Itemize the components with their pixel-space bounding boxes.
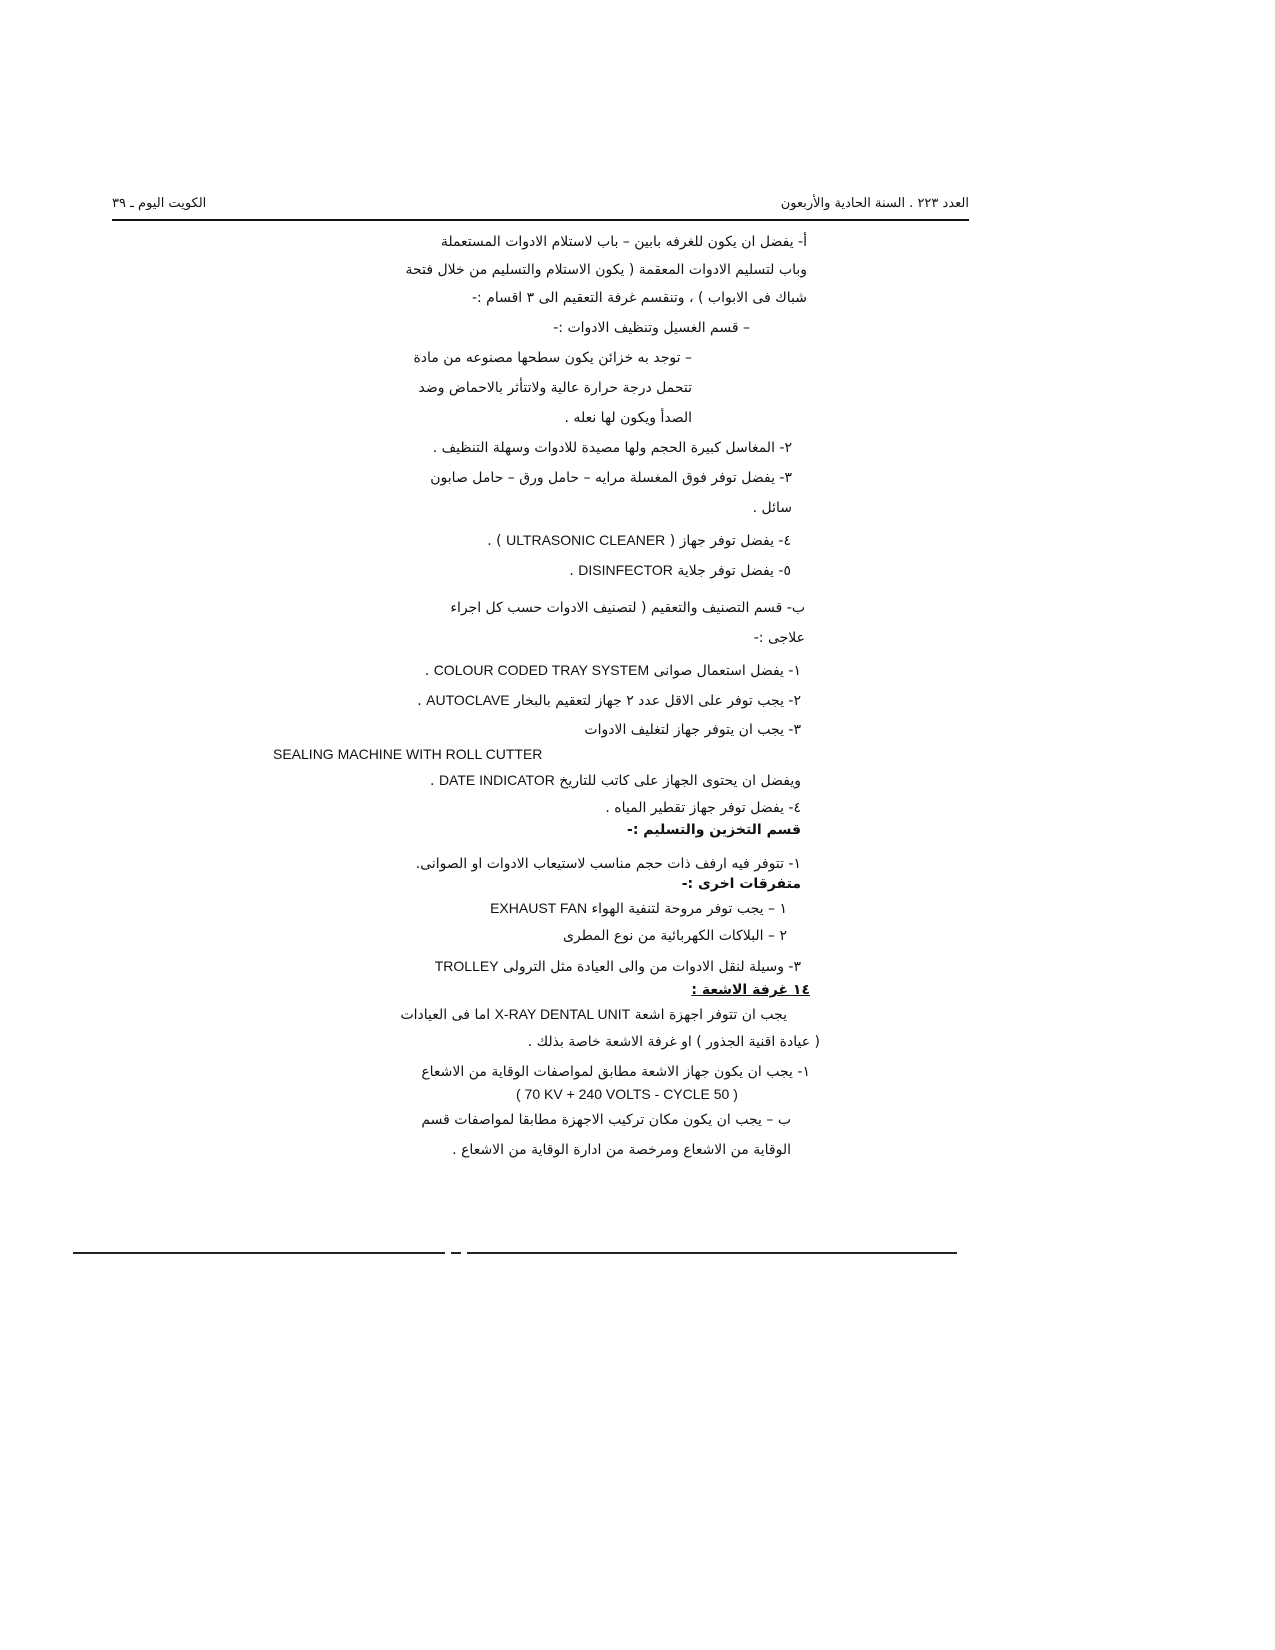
newspaper-title: الكويت اليوم ـ ٣٩: [112, 196, 207, 211]
text-line: علاجى :-: [753, 630, 805, 646]
text-line: – توجد به خزائن يكون سطحها مصنوعه من مادة: [413, 350, 692, 366]
arabic-segment: اما فى العيادات: [400, 1007, 491, 1023]
page-header: [112, 196, 969, 220]
text-line: ١- تتوفر فيه ارفف ذات حجم مناسب لاستيعاب الادوات او الصوانى.: [415, 856, 801, 872]
text-line: شباك فى الابواب ) ، وتنقسم غرفة التعقيم الى ٣ اقسام :-: [471, 290, 807, 306]
section-heading: متفرقات اخرى :-: [681, 876, 801, 892]
arabic-segment: .: [417, 693, 422, 709]
arabic-segment: ٤- يفضل توفر جهاز (: [669, 533, 791, 549]
text-line: ٣- يجب ان يتوفر جهاز لتغليف الادوات: [584, 722, 801, 738]
device-name: DISINFECTOR: [578, 562, 673, 578]
specification: ( 70 KV + 240 VOLTS - CYCLE 50 ): [516, 1086, 738, 1102]
arabic-segment: ٣- وسيلة لنقل الادوات من والى العيادة مثل الترولى: [503, 959, 801, 975]
text-line: ٢- المغاسل كبيرة الحجم ولها مصيدة للادوات وسهلة التنظيف .: [432, 440, 792, 456]
section-heading: ١٤ غرفة الاشعة :: [691, 982, 810, 998]
device-name: AUTOCLAVE: [426, 692, 510, 708]
text-line: [487, 532, 791, 549]
device-name: ULTRASONIC CLEANER: [506, 532, 666, 548]
arabic-segment: ٥- يفضل توفر جلاية: [677, 563, 791, 579]
section-heading: قسم التخزين والتسليم :-: [627, 822, 801, 838]
footer-rule: [467, 1252, 957, 1254]
arabic-segment: ٢- يجب توفر على الاقل عدد ٢ جهاز لتعقيم بالبخار: [514, 693, 801, 709]
header-rule: [112, 219, 969, 221]
text-line: ب – يجب ان يكون مكان تركيب الاجهزة مطابقا لمواصفات قسم: [421, 1112, 791, 1128]
footer-rule: [73, 1252, 445, 1254]
text-line: [430, 772, 801, 789]
text-line: الصدأ ويكون لها نعله .: [564, 410, 692, 426]
arabic-segment: ١ – يجب توفر مروحة لتنفية الهواء: [591, 901, 787, 917]
device-name: SEALING MACHINE WITH ROLL CUTTER: [273, 746, 543, 762]
text-line: [490, 900, 787, 917]
text-line: أ- يفضل ان يكون للغرفه بابين – باب لاستلام الادوات المستعملة: [440, 234, 807, 250]
text-line: الوقاية من الاشعاع ومرخصة من ادارة الوقاية من الاشعاع .: [452, 1142, 791, 1158]
text-line: ( عيادة اقنية الجذور ) او غرفة الاشعة خاصة بذلك .: [527, 1034, 820, 1050]
arabic-segment: يجب ان تتوفر اجهزة اشعة: [634, 1007, 787, 1023]
arabic-segment: .: [430, 773, 435, 789]
device-name: EXHAUST FAN: [490, 900, 588, 916]
arabic-segment: ) .: [487, 533, 502, 549]
text-line: [400, 1006, 787, 1023]
text-line: سائل .: [752, 500, 792, 516]
arabic-segment: ويفضل ان يحتوى الجهاز على كاتب للتاريخ: [559, 773, 801, 789]
footer-rule: [451, 1252, 461, 1254]
text-line: [417, 692, 801, 709]
arabic-segment: ١- يفضل استعمال صوانى: [653, 663, 801, 679]
text-line: ٤- يفضل توفر جهاز تقطير المياه .: [605, 800, 801, 816]
text-line: [435, 958, 801, 975]
issue-number: العدد ٢٢٣ . السنة الحادية والأربعون: [780, 196, 969, 211]
text-line: [425, 662, 801, 679]
text-line: وباب لتسليم الادوات المعقمة ( يكون الاستلام والتسليم من خلال فتحة: [405, 262, 807, 278]
text-line: ١- يجب ان يكون جهاز الاشعة مطابق لمواصفات الوقاية من الاشعاع: [421, 1064, 810, 1080]
arabic-segment: .: [424, 663, 430, 679]
arabic-segment: .: [569, 563, 574, 579]
device-name: X-RAY DENTAL UNIT: [494, 1006, 631, 1022]
text-line: [569, 562, 791, 579]
section-heading: – قسم الغسيل وتنظيف الادوات :-: [553, 320, 750, 336]
text-line: ٣- يفضل توفر فوق المغسلة مرايه – حامل ورق – حامل صابون: [430, 470, 792, 486]
text-line: ب- قسم التصنيف والتعقيم ( لتصنيف الادوات حسب كل اجراء: [450, 600, 805, 616]
device-name: COLOUR CODED TRAY SYSTEM: [433, 662, 650, 678]
text-line: تتحمل درجة حرارة عالية ولاتتأثر بالاحماض وضد: [418, 380, 692, 396]
device-name: DATE INDICATOR: [438, 772, 555, 788]
device-name: TROLLEY: [434, 958, 499, 974]
text-line: ٢ – البلاكات الكهربائية من نوع المطرى: [563, 928, 787, 944]
